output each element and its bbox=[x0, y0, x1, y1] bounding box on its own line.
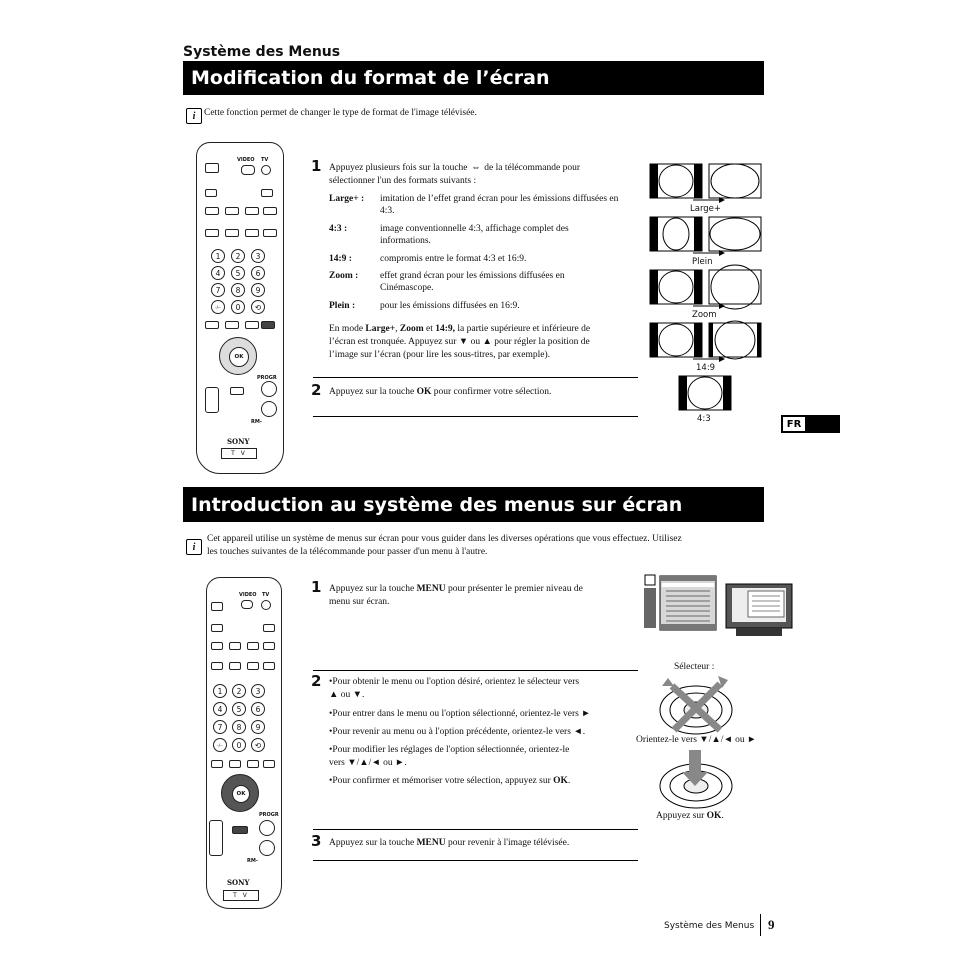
num-button-0: 0 bbox=[231, 300, 245, 314]
remote-btn-n bbox=[263, 760, 275, 768]
note-bold: Zoom bbox=[399, 324, 424, 334]
frame-plein-before bbox=[650, 217, 702, 251]
remote-btn-b bbox=[261, 189, 273, 197]
format-desc: compromis entre le format 4:3 et 16:9. bbox=[380, 254, 527, 264]
model-label: RM- bbox=[247, 858, 258, 864]
bullet-item bbox=[329, 744, 649, 775]
step1-text-a: Appuyez plusieurs fois sur la touche bbox=[329, 163, 468, 173]
remote-btn-i bbox=[247, 662, 259, 670]
format-button bbox=[261, 321, 275, 329]
format-label-43: 4:3 bbox=[697, 414, 711, 424]
remote-btn-i bbox=[245, 229, 259, 237]
remote-btn-h bbox=[229, 662, 241, 670]
section1-title: Modification du format de l’écran bbox=[183, 61, 764, 95]
num-button-0: 0 bbox=[232, 738, 246, 752]
format-label-149: 14:9 bbox=[696, 363, 716, 373]
format-term: Zoom : bbox=[329, 271, 359, 281]
remote-btn-e bbox=[247, 642, 259, 650]
bullet-text: •Pour entrer dans le menu ou l'option sélectionné, orientez-le vers ► bbox=[329, 709, 591, 719]
num-button-dash: -/-- bbox=[211, 300, 225, 314]
remote-btn-l bbox=[229, 760, 241, 768]
num-button-3: 3 bbox=[251, 249, 265, 263]
format-desc: effet grand écran pour les émissions diffusées en Cinémascope. bbox=[380, 271, 565, 293]
s2-step3-text bbox=[329, 837, 649, 850]
tv-power-button bbox=[261, 600, 271, 610]
num-button-4: 4 bbox=[213, 702, 227, 716]
video-label: VIDEO bbox=[239, 592, 257, 598]
intro-line: Cet appareil utilise un système de menus sur écran pour vous guider dans les diverses opérations que vous effectuez. Utilisez bbox=[207, 534, 682, 544]
s2-step2-bullets bbox=[329, 676, 649, 788]
num-button-return: ⟲ bbox=[251, 738, 265, 752]
s2-step3-text-a: Appuyez sur la touche bbox=[329, 838, 415, 848]
bullet-text: •Pour revenir au menu ou à l'option précédente, orientez-le vers ◄. bbox=[329, 727, 586, 737]
remote-btn-f bbox=[263, 207, 277, 215]
remote-btn-h bbox=[225, 229, 239, 237]
press-text: Appuyez sur bbox=[656, 811, 705, 821]
s2-step1-text-b: pour présenter le premier niveau de bbox=[448, 584, 583, 594]
frame-149-after bbox=[709, 321, 761, 359]
remote-btn-k bbox=[205, 321, 219, 329]
selector-orient-illustration bbox=[656, 672, 742, 736]
remote-btn-d bbox=[229, 642, 241, 650]
remote-btn-b bbox=[263, 624, 275, 632]
orient-label: Orientez-le vers ▼/▲/◄ ou ► bbox=[636, 735, 757, 745]
bullet-key: OK bbox=[553, 776, 568, 786]
num-button-4: 4 bbox=[211, 266, 225, 280]
frame-large-before bbox=[650, 164, 702, 198]
joystick bbox=[221, 774, 259, 812]
remote-btn-m bbox=[247, 760, 259, 768]
press-key: OK bbox=[706, 811, 722, 821]
s2-step1-text-c: menu sur écran. bbox=[329, 597, 390, 607]
section-label: Système des Menus bbox=[183, 44, 341, 60]
s2-step1-key: MENU bbox=[416, 584, 446, 594]
num-button-6: 6 bbox=[251, 266, 265, 280]
press-text: . bbox=[721, 811, 724, 821]
num-button-2: 2 bbox=[231, 249, 245, 263]
ok-button: OK bbox=[232, 785, 250, 803]
menu-button bbox=[232, 826, 248, 834]
remote-btn-a bbox=[205, 189, 217, 197]
num-button-9: 9 bbox=[251, 720, 265, 734]
format-list bbox=[329, 193, 629, 313]
format-illustrations bbox=[645, 160, 775, 435]
num-button-5: 5 bbox=[232, 702, 246, 716]
press-label bbox=[656, 810, 724, 823]
step2-key: OK bbox=[416, 387, 432, 397]
onscreen-menu-illustration bbox=[644, 574, 800, 640]
remote-btn-c bbox=[211, 642, 223, 650]
bullet-text: vers ▼/▲/◄ ou ►. bbox=[329, 758, 407, 768]
remote-btn-j bbox=[263, 229, 277, 237]
frame-large-after bbox=[709, 164, 761, 198]
num-button-9: 9 bbox=[251, 283, 265, 297]
format-term: 4:3 : bbox=[329, 224, 348, 234]
menu-button bbox=[230, 387, 244, 395]
language-tab bbox=[781, 415, 840, 433]
progr-label: PROGR bbox=[259, 812, 279, 818]
progr-label: PROGR bbox=[257, 375, 277, 381]
step2-number: 2 bbox=[311, 381, 322, 399]
num-button-7: 7 bbox=[211, 283, 225, 297]
video-label: VIDEO bbox=[237, 157, 255, 163]
num-button-8: 8 bbox=[231, 283, 245, 297]
divider bbox=[313, 829, 638, 830]
num-button-return: ⟲ bbox=[251, 300, 265, 314]
remote-btn-g bbox=[205, 229, 219, 237]
bullet-text: . bbox=[567, 776, 571, 786]
bullet-item bbox=[329, 775, 649, 788]
divider bbox=[313, 377, 638, 378]
volume-rocker bbox=[209, 820, 223, 856]
s2-step1-text bbox=[329, 583, 644, 609]
remote-control-illustration bbox=[196, 142, 284, 474]
num-button-1: 1 bbox=[213, 684, 227, 698]
remote-btn-j bbox=[263, 662, 275, 670]
remote-btn-e bbox=[245, 207, 259, 215]
prog-plus-button bbox=[259, 820, 275, 836]
step2-text-a: Appuyez sur la touche bbox=[329, 387, 415, 397]
brand-logo: SONY bbox=[227, 437, 250, 446]
note-text: En mode bbox=[329, 324, 364, 334]
remote-btn-c bbox=[205, 207, 219, 215]
num-button-2: 2 bbox=[232, 684, 246, 698]
remote-btn-a bbox=[211, 624, 223, 632]
s2-step1-text-a: Appuyez sur la touche bbox=[329, 584, 415, 594]
frame-43 bbox=[679, 376, 731, 410]
footer-divider bbox=[760, 914, 761, 936]
bullet-text: ▲ ou ▼. bbox=[329, 690, 365, 700]
footer-label: Système des Menus bbox=[664, 921, 755, 931]
frame-149-before bbox=[650, 323, 702, 357]
remote-control-illustration bbox=[206, 577, 282, 909]
s2-step3-key: MENU bbox=[416, 838, 446, 848]
note-text: la partie supérieure et inférieure de bbox=[457, 324, 591, 334]
prog-plus-button bbox=[261, 381, 277, 397]
note-bold: Large+ bbox=[365, 324, 396, 334]
model-label: RM- bbox=[251, 419, 262, 425]
step2-text-b: pour confirmer votre sélection. bbox=[433, 387, 552, 397]
s2-step3-number: 3 bbox=[311, 832, 322, 850]
video-power-button bbox=[241, 165, 255, 175]
format-label-large: Large+ bbox=[690, 204, 722, 214]
bullet-item bbox=[329, 708, 649, 726]
note-text: , bbox=[395, 324, 398, 334]
s2-step3-text-b: pour revenir à l'image télévisée. bbox=[448, 838, 570, 848]
note-text: l’image sur l’écran (pour lire les sous-titres, par exemple). bbox=[329, 350, 551, 360]
remote-btn-f bbox=[263, 642, 275, 650]
num-button-7: 7 bbox=[213, 720, 227, 734]
s2-step1-number: 1 bbox=[311, 578, 322, 596]
joystick bbox=[219, 337, 257, 375]
frame-plein-after bbox=[709, 217, 761, 251]
volume-rocker bbox=[205, 387, 219, 413]
bullet-item bbox=[329, 676, 649, 708]
bullet-text: •Pour confirmer et mémoriser votre sélection, appuyez sur bbox=[329, 776, 551, 786]
remote-btn-m bbox=[245, 321, 259, 329]
brand-logo: SONY bbox=[227, 878, 250, 887]
bullet-item bbox=[329, 726, 649, 744]
num-button-dash: -/-- bbox=[213, 738, 227, 752]
page-number: 9 bbox=[768, 917, 775, 932]
step1-text-c: sélectionner l'un des formats suivants : bbox=[329, 176, 477, 186]
s2-step2-number: 2 bbox=[311, 672, 322, 690]
remote-btn-l bbox=[225, 321, 239, 329]
step2-text bbox=[329, 386, 639, 399]
section2-title: Introduction au système des menus sur écran bbox=[183, 487, 764, 522]
frame-zoom-before bbox=[650, 270, 702, 304]
format-key-icon: ⇔ bbox=[471, 163, 481, 173]
format-desc: imitation de l’effet grand écran pour les émissions diffusées en 4:3. bbox=[380, 194, 619, 216]
prog-minus-button bbox=[259, 840, 275, 856]
note-text: l’écran est tronquée. Appuyez sur ▼ ou ▲ pour régler la position de bbox=[329, 337, 590, 347]
step1-text-b: de la télécommande pour bbox=[484, 163, 581, 173]
info-icon: i bbox=[186, 539, 202, 555]
format-desc: pour les émissions diffusées en 16:9. bbox=[380, 301, 520, 311]
tv-label: TV bbox=[261, 157, 269, 163]
tv-power-button bbox=[261, 165, 271, 175]
format-label-plein: Plein bbox=[692, 257, 713, 267]
format-label-zoom: Zoom bbox=[692, 310, 717, 320]
tv-label-plate: T V bbox=[221, 448, 257, 459]
note-text: et bbox=[425, 324, 433, 334]
selector-press-illustration bbox=[656, 748, 742, 810]
step1-text bbox=[329, 162, 639, 188]
num-button-8: 8 bbox=[232, 720, 246, 734]
ok-button: OK bbox=[229, 347, 249, 367]
tv-label-plate: T V bbox=[223, 890, 259, 901]
mute-button bbox=[205, 163, 219, 173]
prog-minus-button bbox=[261, 401, 277, 417]
step1-note bbox=[329, 323, 639, 362]
num-button-5: 5 bbox=[231, 266, 245, 280]
num-button-6: 6 bbox=[251, 702, 265, 716]
bullet-text: •Pour modifier les réglages de l'option sélectionnée, orientez-le bbox=[329, 745, 570, 755]
mute-button bbox=[211, 602, 223, 611]
info-icon: i bbox=[186, 108, 202, 124]
remote-btn-g bbox=[211, 662, 223, 670]
num-button-3: 3 bbox=[251, 684, 265, 698]
video-power-button bbox=[241, 600, 253, 609]
divider bbox=[313, 670, 638, 671]
format-term: Plein : bbox=[329, 301, 356, 311]
note-bold: 14:9, bbox=[435, 324, 456, 334]
divider bbox=[313, 416, 638, 417]
num-button-1: 1 bbox=[211, 249, 225, 263]
bullet-text: •Pour obtenir le menu ou l'option désiré, orientez le sélecteur vers bbox=[329, 677, 580, 687]
language-tab-label: FR bbox=[783, 417, 805, 431]
remote-btn-k bbox=[211, 760, 223, 768]
format-term: 14:9 : bbox=[329, 254, 352, 264]
format-desc: image conventionnelle 4:3, affichage complet des informations. bbox=[380, 224, 569, 246]
section1-intro: Cette fonction permet de changer le type de format de l'image télévisée. bbox=[204, 108, 477, 118]
frame-zoom-after bbox=[709, 265, 761, 309]
format-term: Large+ : bbox=[329, 194, 365, 204]
remote-btn-d bbox=[225, 207, 239, 215]
tv-label: TV bbox=[262, 592, 270, 598]
section2-intro bbox=[207, 533, 767, 559]
intro-line: les touches suivantes de la télécommande pour passer d'un menu à l'autre. bbox=[207, 547, 488, 557]
selector-label: Sélecteur : bbox=[674, 662, 715, 672]
divider bbox=[313, 860, 638, 861]
step1-number: 1 bbox=[311, 157, 322, 175]
